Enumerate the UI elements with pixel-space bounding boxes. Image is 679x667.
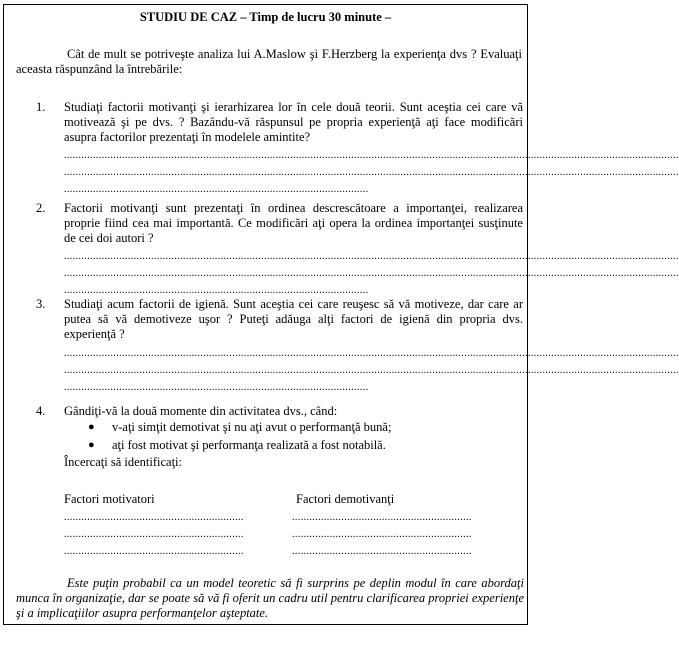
case-study-title: STUDIU DE CAZ – Timp de lucru 30 minute – <box>139 10 392 24</box>
item-2-answer-line-1[interactable]: .................................................................................................................................................................................................................... <box>64 251 679 262</box>
item-2-text: Factorii motivanţi sunt prezentaţi în ordinea descrescătoare a importanţei, realizarea proprie fiind cea mai importantă. Ce modificări aţi opera la ordinea importanţei susţinute de cei doi autori ? <box>64 201 523 245</box>
intro-paragraph: Cât de mult se potriveşte analiza lui A.Maslow şi F.Herzberg la experienţa dvs ? Evaluaţi aceasta răspunzând la întrebările: <box>16 47 522 76</box>
item-3-answer-line-2[interactable]: .................................................................................................................................................................................................................... <box>64 365 679 376</box>
item-3-text: Studiaţi acum factorii de igienă. Sunt aceştia cei care reuşesc să vă motiveze, dar care ar putea să vă demotiveze uşor ? Puteţi adăuga alţi factori de igienă din propria dvs. experienţă ? <box>64 297 523 341</box>
demotivator-line-3[interactable]: .............................................................. <box>292 546 472 557</box>
bullet-icon: ● <box>88 421 95 433</box>
item-4-number: 4. <box>36 404 46 418</box>
motivator-line-2[interactable]: .............................................................. <box>64 529 244 540</box>
item-1-answer-line-2[interactable]: .................................................................................................................................................................................................................... <box>64 167 679 178</box>
item-4-text: Gândiţi-vă la două momente din activitatea dvs., când: <box>64 404 338 418</box>
item-1-text: Studiaţi factorii motivanţi şi ierarhizarea lor în cele două teorii. Sunt aceştia cei care vă motivează şi pe dvs. ? Bazându-vă răspunsul pe propria experienţă aţi face modificări asupra factorilor prezentaţi în modelele amintite? <box>64 100 523 144</box>
bullet-item-1-text: v-aţi simţit demotivat şi nu aţi avut o performanţă bună; <box>112 420 392 434</box>
item-3-answer-line-3[interactable]: ......................................................................................................... <box>64 382 369 393</box>
closing-paragraph: Este puţin probabil ca un model teoretic să fi surprins pe deplin modul în care abordaţi munca în organizaţie, dar se poate să vă fi oferit un cadru util pentru clarificarea propriei experienţe şi a implicaţiilor asupra performanţelor aşteptate. <box>16 576 524 620</box>
item-3-number: 3. <box>36 297 46 311</box>
motivator-line-3[interactable]: .............................................................. <box>64 546 244 557</box>
item-4-followup: Încercaţi să identificaţi: <box>64 455 182 469</box>
item-1-number: 1. <box>36 100 46 114</box>
column-header-motivators: Factori motivatori <box>64 492 155 506</box>
motivator-line-1[interactable]: .............................................................. <box>64 512 244 523</box>
bullet-icon: ● <box>88 439 95 451</box>
item-1-answer-line-3[interactable]: ......................................................................................................... <box>64 184 369 195</box>
item-1-answer-line-1[interactable]: .................................................................................................................................................................................................................... <box>64 150 679 161</box>
demotivator-line-1[interactable]: .............................................................. <box>292 512 472 523</box>
item-2-number: 2. <box>36 201 46 215</box>
demotivator-line-2[interactable]: .............................................................. <box>292 529 472 540</box>
item-3-answer-line-1[interactable]: .................................................................................................................................................................................................................... <box>64 348 679 359</box>
item-2-answer-line-3[interactable]: ......................................................................................................... <box>64 285 369 296</box>
item-2-answer-line-2[interactable]: .................................................................................................................................................................................................................... <box>64 268 679 279</box>
case-study-box <box>3 4 679 625</box>
column-header-demotivators: Factori demotivanţi <box>296 492 395 506</box>
bullet-item-2-text: aţi fost motivat şi performanţa realizată a fost notabilă. <box>112 438 386 452</box>
